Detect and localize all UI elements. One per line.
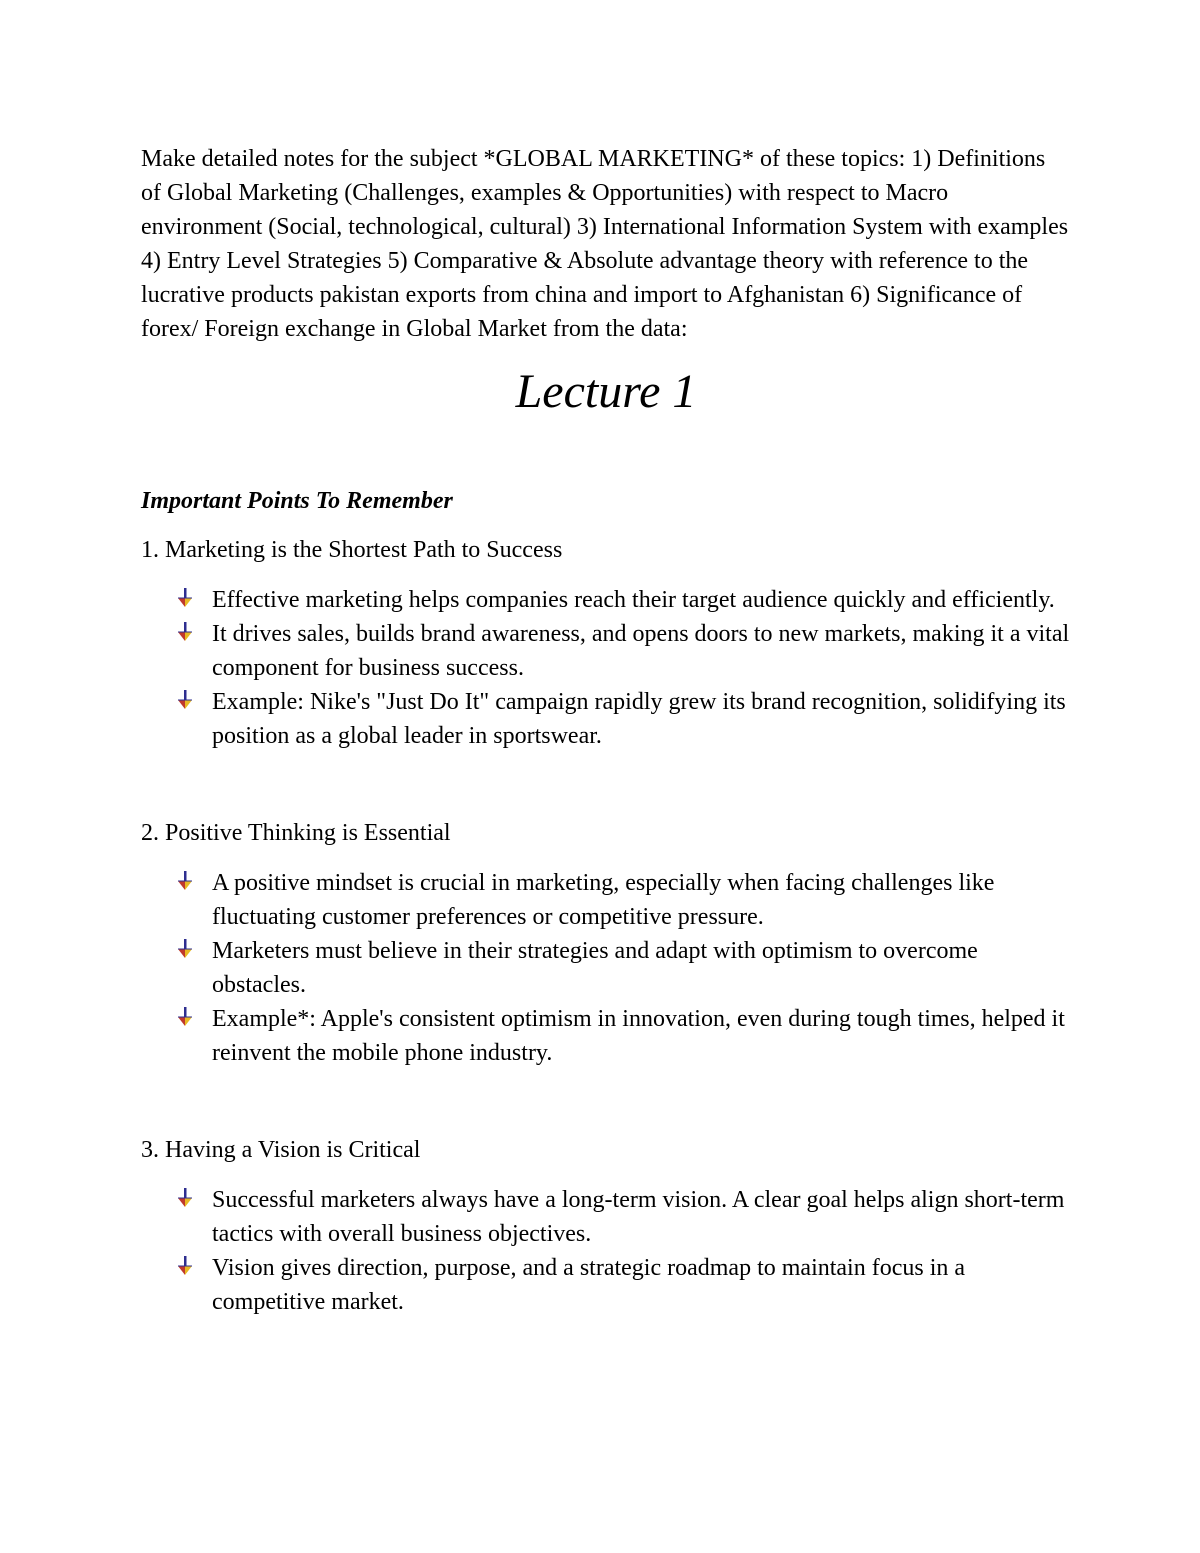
section-positive-thinking bbox=[141, 816, 1071, 1070]
down-arrow-icon bbox=[177, 871, 193, 891]
section-title: 3. Having a Vision is Critical bbox=[141, 1137, 421, 1163]
bullet-text: Marketers must believe in their strategies and adapt with optimism to overcome obstacles. bbox=[212, 938, 978, 998]
bullet-text: It drives sales, builds brand awareness, and opens doors to new markets, making it a vital component for business success. bbox=[212, 621, 1070, 681]
lecture-title: Lecture 1 bbox=[515, 365, 697, 418]
section-title: 2. Positive Thinking is Essential bbox=[141, 820, 451, 846]
down-arrow-icon bbox=[177, 939, 193, 959]
bullet-item bbox=[141, 934, 1071, 1002]
bullet-text: Effective marketing helps companies reach their target audience quickly and efficiently. bbox=[212, 587, 1055, 613]
down-arrow-icon bbox=[177, 588, 193, 608]
document-content bbox=[141, 142, 1071, 1319]
section-marketing-path bbox=[141, 533, 1071, 753]
section-vision bbox=[141, 1133, 1071, 1319]
bullet-item bbox=[141, 1251, 1071, 1319]
bullet-text: Vision gives direction, purpose, and a strategic roadmap to maintain focus in a competitive market. bbox=[212, 1255, 966, 1315]
intro-paragraph: Make detailed notes for the subject *GLOBAL MARKETING* of these topics: 1) Definitions of Global Marketing (Challenges, examples & Opportunities) with respect to Macro environment (Social, technological, cultural) 3) International Information System with examples 4) Entry Level Strategies 5) Comparative & Absolute advantage theory with reference to the lucrative products pakistan exports from china and import to Afghanistan 6) Significance of forex/ Foreign exchange in Global Market from the data: bbox=[141, 146, 1069, 342]
down-arrow-icon bbox=[177, 622, 193, 642]
down-arrow-icon bbox=[177, 1007, 193, 1027]
down-arrow-icon bbox=[177, 1188, 193, 1208]
bullet-list bbox=[141, 1183, 1071, 1319]
bullet-item bbox=[141, 1183, 1071, 1251]
bullet-item bbox=[141, 866, 1071, 934]
bullet-item bbox=[141, 583, 1071, 617]
bullet-list bbox=[141, 583, 1071, 753]
section-title: 1. Marketing is the Shortest Path to Success bbox=[141, 537, 563, 563]
down-arrow-icon bbox=[177, 1256, 193, 1276]
bullet-text: Successful marketers always have a long-term vision. A clear goal helps align short-term tactics with overall business objectives. bbox=[212, 1187, 1065, 1247]
bullet-item bbox=[141, 1002, 1071, 1070]
down-arrow-icon bbox=[177, 690, 193, 710]
bullet-item bbox=[141, 685, 1071, 753]
bullet-item bbox=[141, 617, 1071, 685]
points-heading: Important Points To Remember bbox=[141, 488, 453, 514]
bullet-text: Example*: Apple's consistent optimism in innovation, even during tough times, helped it reinvent the mobile phone industry. bbox=[212, 1006, 1065, 1066]
bullet-text: A positive mindset is crucial in marketing, especially when facing challenges like fluctuating customer preferences or competitive pressure. bbox=[212, 870, 995, 930]
bullet-text: Example: Nike's "Just Do It" campaign rapidly grew its brand recognition, solidifying its position as a global leader in sportswear. bbox=[212, 689, 1066, 749]
bullet-list bbox=[141, 866, 1071, 1070]
